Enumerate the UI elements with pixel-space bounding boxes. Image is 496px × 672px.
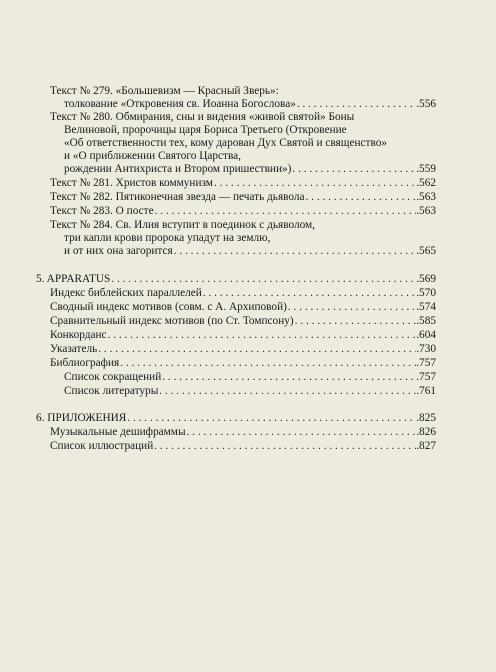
leader-dots (159, 385, 416, 398)
leader-dots (120, 357, 416, 370)
toc-entry-motif-index[interactable] (50, 301, 436, 314)
page-number: .563 (416, 191, 436, 203)
toc-entry-label: Список сокращений (64, 371, 162, 383)
leader-dots (111, 273, 416, 286)
toc-entry-281[interactable] (50, 177, 436, 190)
leader-dots (154, 440, 416, 453)
leader-dots (155, 205, 417, 218)
toc-entry-label: Библиография (50, 357, 120, 369)
page-number: .556 (416, 98, 436, 110)
leader-dots (203, 287, 416, 300)
page-number: .757 (416, 371, 436, 383)
toc-entry-bibliography[interactable] (50, 357, 436, 370)
leader-dots (174, 245, 417, 258)
toc-entry-label: Музыкальные дешифраммы (50, 426, 186, 438)
toc-entry-label: рождении Антихриста и Втором пришествии») (64, 163, 292, 175)
toc-entry-label: Конкорданс (50, 329, 107, 341)
section-title: 5. APPARATUS (36, 273, 111, 285)
page-number: .827 (416, 440, 436, 452)
page-number: .761 (416, 385, 436, 397)
leader-dots (98, 343, 416, 356)
leader-dots (162, 371, 416, 384)
page-number: .565 (416, 245, 436, 257)
toc-entry-284-line1: Текст № 284. Св. Илия вступит в поединок с дьяволом, (50, 219, 316, 231)
page-number: .563 (416, 205, 436, 217)
toc-entry-illustrations[interactable] (50, 440, 436, 453)
page-number: .757 (416, 357, 436, 369)
toc-entry-280-line4: и «О приближении Святого Царства, (64, 150, 241, 162)
toc-entry-index[interactable] (50, 343, 436, 356)
toc-section-5[interactable] (36, 273, 436, 286)
toc-entry-279-title: Текст № 279. «Большевизм — Красный Зверь»: (50, 85, 279, 97)
toc-entry-abbreviations[interactable] (64, 371, 436, 384)
page-number: .825 (416, 412, 436, 424)
toc-entry-label: Указатель (50, 343, 98, 355)
toc-entry-label: Список иллюстраций (50, 440, 154, 452)
page-number: .604 (416, 329, 436, 341)
page-number: .562 (416, 177, 436, 189)
page-number: .730 (416, 343, 436, 355)
toc-entry-279[interactable] (64, 98, 436, 111)
toc-entry-music[interactable] (50, 426, 436, 439)
leader-dots (187, 426, 417, 439)
page-number: .559 (416, 163, 436, 175)
toc-entry-280-line1: Текст № 280. Обмирания, сны и видения «живой святой» Боны (50, 111, 355, 123)
section-title: 6. ПРИЛОЖЕНИЯ (36, 412, 127, 424)
leader-dots (295, 315, 417, 328)
toc-entry-284-line2: три капли крови пророка упадут на землю, (64, 232, 271, 244)
toc-entry-label: Текст № 282. Пятиконечная звезда — печать дьявола (50, 191, 305, 203)
toc-entry-label: Индекс библейских параллелей (50, 287, 202, 299)
toc-entry-label: Сводный индекс мотивов (совм. с А. Архиповой) (50, 301, 287, 313)
toc-entry-bible-index[interactable] (50, 287, 436, 300)
leader-dots (292, 163, 416, 176)
leader-dots (108, 329, 417, 342)
leader-dots (297, 98, 416, 111)
toc-section-6[interactable] (36, 412, 436, 425)
toc-entry-282[interactable] (50, 191, 436, 204)
page-number: .585 (416, 315, 436, 327)
leader-dots (127, 412, 416, 425)
toc-entry-label: Сравнительный индекс мотивов (по Ст. Томпсону) (50, 315, 294, 327)
toc-entry-label: и от них она загорится (64, 245, 173, 257)
toc-entry-label: толкование «Откровения св. Иоанна Богослова» (64, 98, 296, 110)
toc-entry-283[interactable] (50, 205, 436, 218)
toc-entry-280-line2: Велиновой, пророчицы царя Бориса Третьего (Откровение (64, 124, 347, 136)
page-number: .569 (416, 273, 436, 285)
toc-entry-label: Текст № 283. О посте (50, 205, 154, 217)
page-number: .570 (416, 287, 436, 299)
leader-dots (306, 191, 417, 204)
toc-entry-280-line3: «Об ответственности тех, кому дарован Дух Святой и священство» (64, 137, 388, 149)
toc-entry-literature[interactable] (64, 385, 436, 398)
toc-entry-comparative-index[interactable] (50, 315, 436, 328)
toc-entry-label: Текст № 281. Христов коммунизм (50, 177, 213, 189)
toc-entry-concordance[interactable] (50, 329, 436, 342)
toc-entry-280[interactable] (64, 163, 436, 176)
page-number: .574 (416, 301, 436, 313)
leader-dots (288, 301, 416, 314)
toc-entry-label: Список литературы (64, 385, 159, 397)
leader-dots (214, 177, 416, 190)
toc-entry-284[interactable] (64, 245, 436, 258)
page-number: .826 (416, 426, 436, 438)
